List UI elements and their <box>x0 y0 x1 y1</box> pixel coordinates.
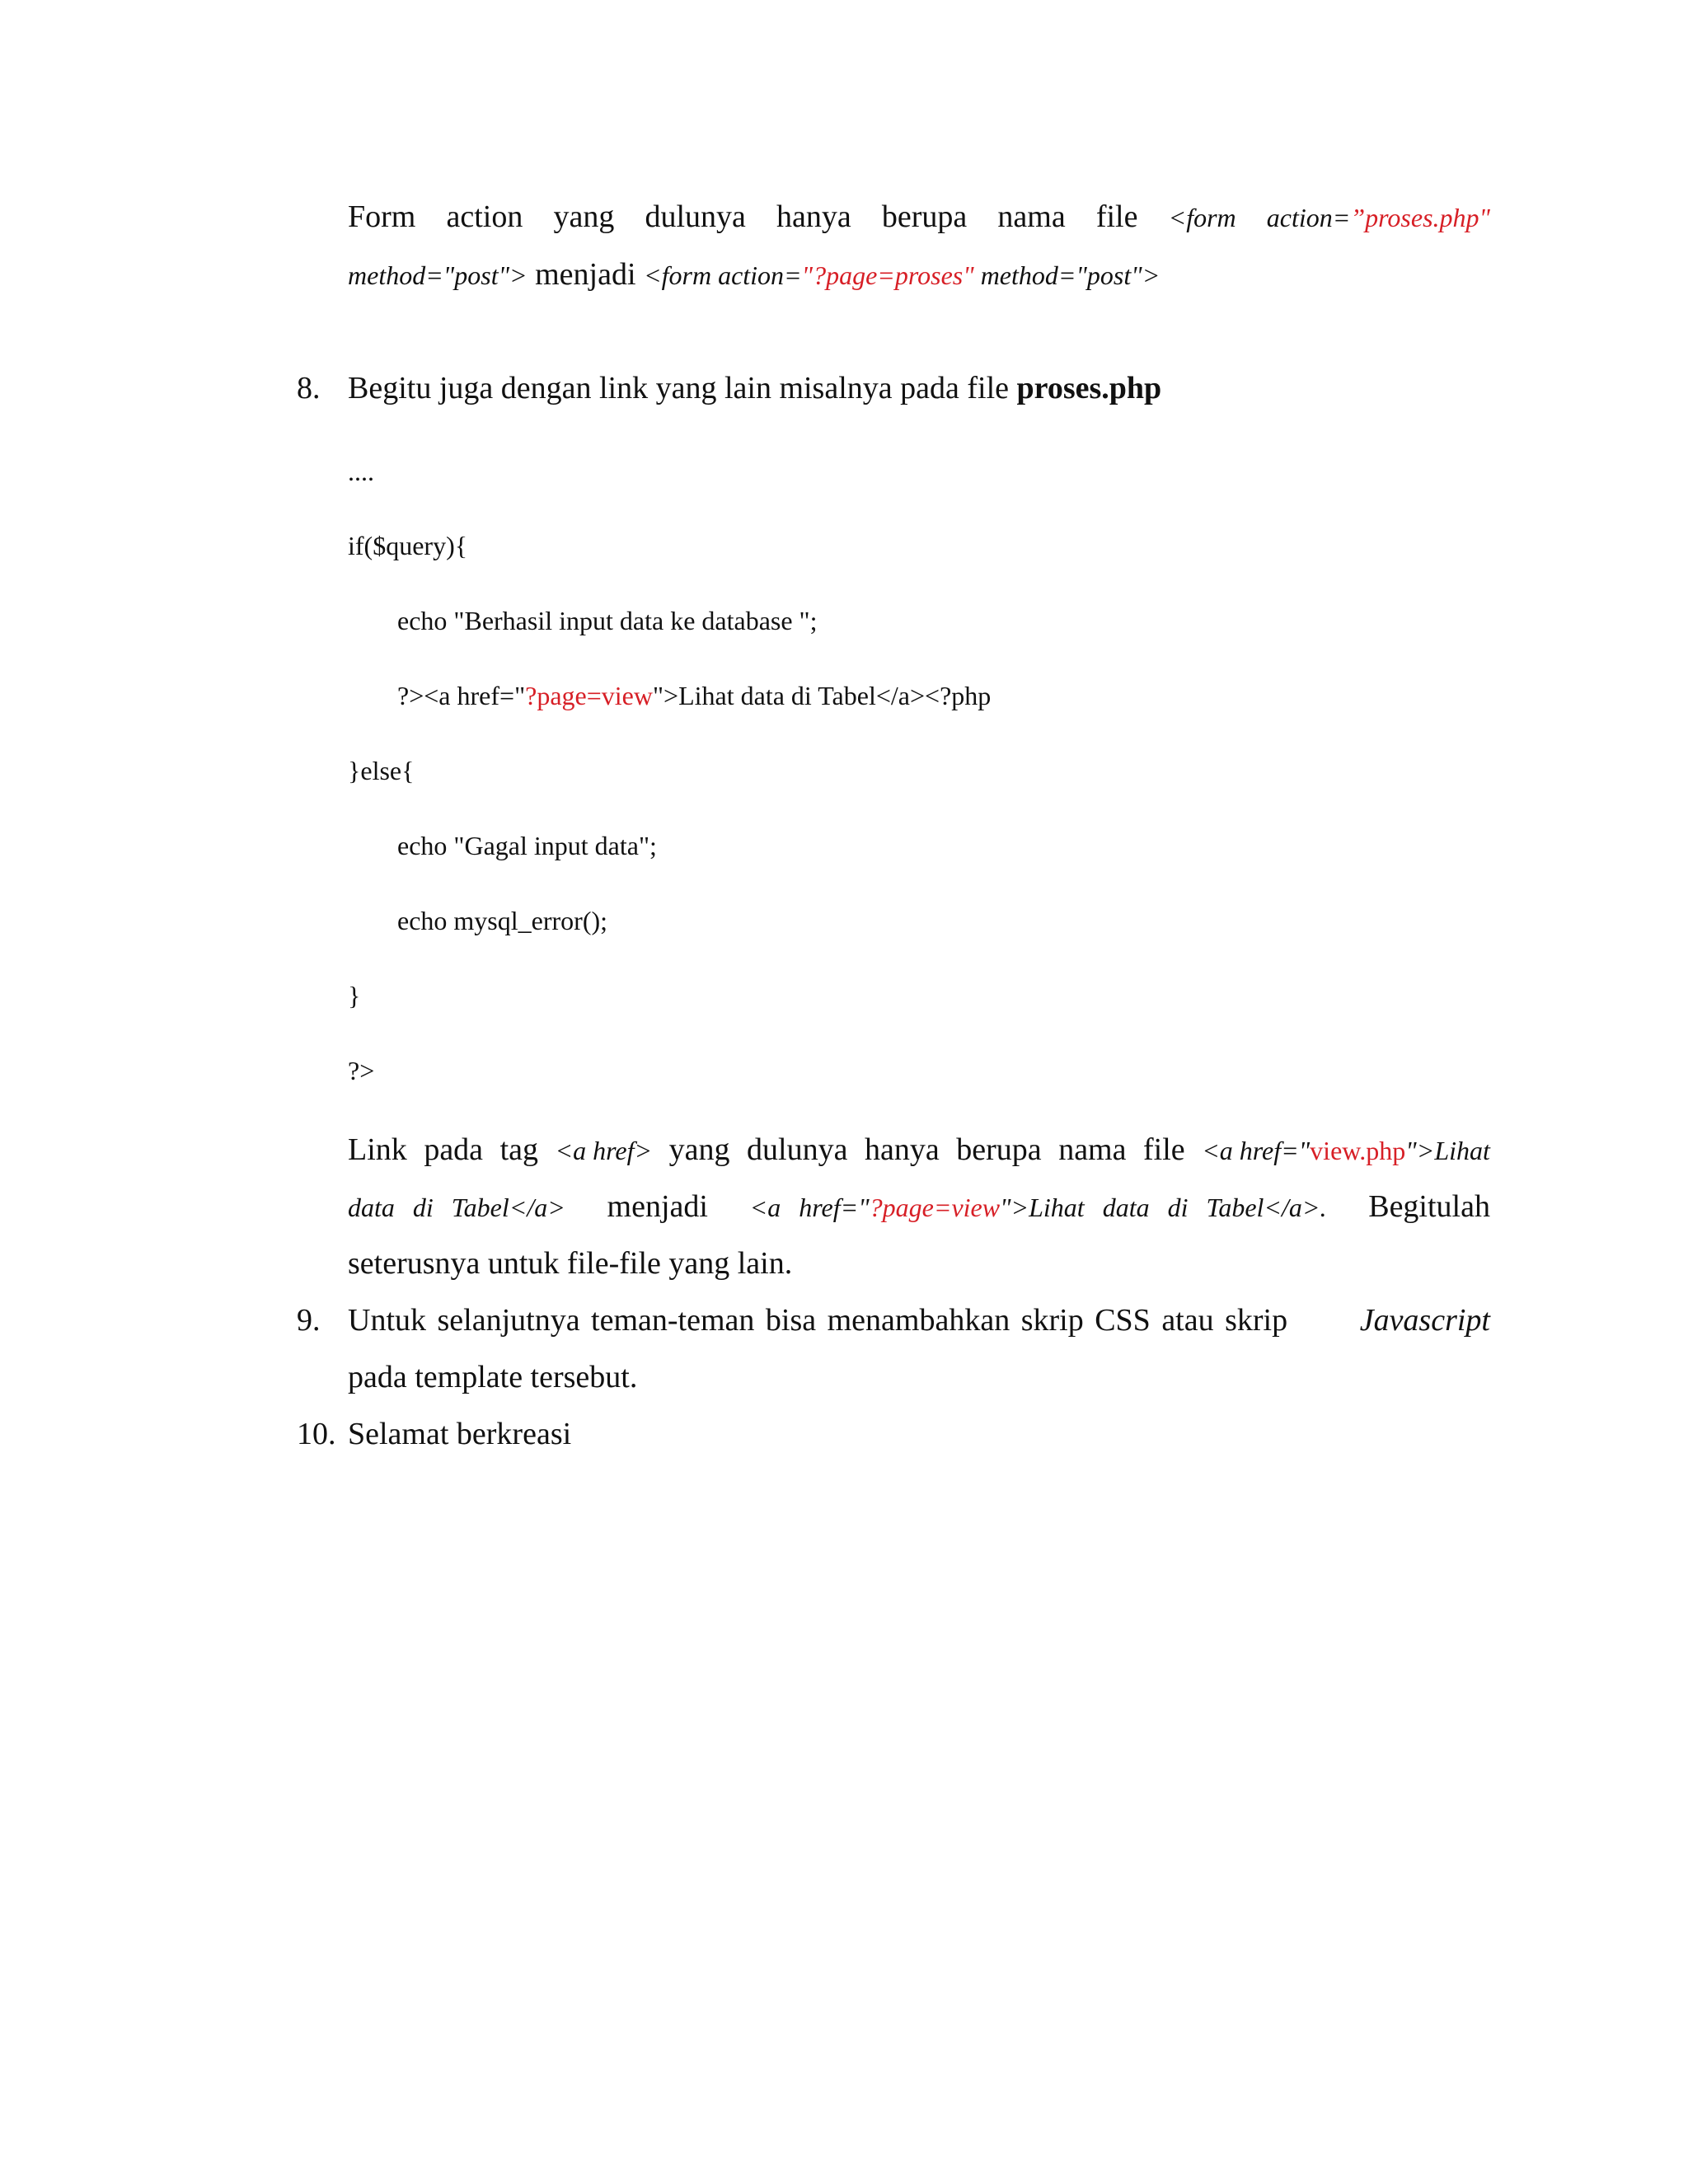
word: Link <box>348 1132 407 1167</box>
code-text: ?><a href=" <box>397 681 526 710</box>
code-text: ">Lihat data di Tabel</a><?php <box>652 681 992 710</box>
word: berupa <box>956 1132 1042 1167</box>
word: file <box>1143 1132 1185 1167</box>
item9-line1 <box>348 1305 1490 1336</box>
word: hanya <box>776 199 851 234</box>
code-line <box>397 682 991 709</box>
inline-code: data di Tabel</a> <box>348 1193 565 1222</box>
inline-code: <a href=" <box>749 1193 870 1222</box>
text: menjadi <box>527 257 645 292</box>
word: berupa <box>881 199 968 234</box>
item9-line2: pada template tersebut. <box>348 1360 638 1394</box>
text: Begitu juga dengan link yang lain misalnya pada file <box>348 371 1017 405</box>
para1-line1 <box>348 201 1490 232</box>
word: dulunya <box>747 1132 848 1167</box>
para2-line1 <box>348 1134 1490 1165</box>
list-number: 10. <box>297 1417 336 1451</box>
para1-line2 <box>348 259 1160 290</box>
inline-code: action= <box>1266 203 1351 232</box>
para2-line3: seterusnya untuk file-file yang lain. <box>348 1246 793 1281</box>
code-line: }else{ <box>348 756 415 785</box>
inline-code: <a href=" <box>1202 1136 1311 1165</box>
code-line: } <box>348 981 361 1010</box>
inline-code-highlight: view.php <box>1310 1136 1406 1165</box>
word: pada <box>424 1132 484 1167</box>
text: Untuk selanjutnya teman-teman bisa menambahkan skrip CSS atau skrip <box>348 1303 1288 1338</box>
word: nama <box>1058 1132 1127 1167</box>
inline-code: method="post"> <box>348 260 528 290</box>
word: file <box>1095 199 1138 234</box>
inline-code: <a href> <box>555 1136 653 1165</box>
italic-word: Javascript <box>1359 1303 1490 1338</box>
inline-code: <form action= <box>644 260 802 290</box>
code-highlight: ?page=view <box>525 681 653 710</box>
inline-code: ">Lihat data di Tabel</a>. <box>1000 1193 1327 1222</box>
word: hanya <box>865 1132 940 1167</box>
word: yang <box>553 199 615 234</box>
item8-text <box>348 373 1161 404</box>
inline-code-highlight: ?page=view <box>869 1193 1001 1222</box>
code-line: echo "Gagal input data"; <box>397 831 657 860</box>
word: nama <box>997 199 1066 234</box>
word: tag <box>499 1132 539 1167</box>
code-line: echo mysql_error(); <box>397 906 608 935</box>
word: dulunya <box>645 199 746 234</box>
bold-filename: proses.php <box>1016 371 1162 405</box>
code-line: .... <box>348 457 374 486</box>
word: Form <box>348 199 416 234</box>
word: yang <box>668 1132 730 1167</box>
word: action <box>446 199 523 234</box>
code-line: if($query){ <box>348 531 468 560</box>
inline-code-highlight: "?page=proses" <box>801 260 974 290</box>
word: menjadi <box>607 1189 708 1224</box>
list-number: 8. <box>297 371 321 405</box>
inline-code: method="post"> <box>973 260 1160 290</box>
item10-text: Selamat berkreasi <box>348 1417 572 1451</box>
inline-code: ">Lihat <box>1405 1136 1490 1165</box>
code-line: echo "Berhasil input data ke database "; <box>397 606 818 635</box>
inline-code: <form <box>1168 203 1236 232</box>
code-line: ?> <box>348 1056 375 1085</box>
word: Begitulah <box>1368 1189 1490 1224</box>
list-number: 9. <box>297 1303 321 1338</box>
para2-line2 <box>348 1191 1490 1222</box>
inline-code-highlight: ”proses.php" <box>1350 203 1490 232</box>
